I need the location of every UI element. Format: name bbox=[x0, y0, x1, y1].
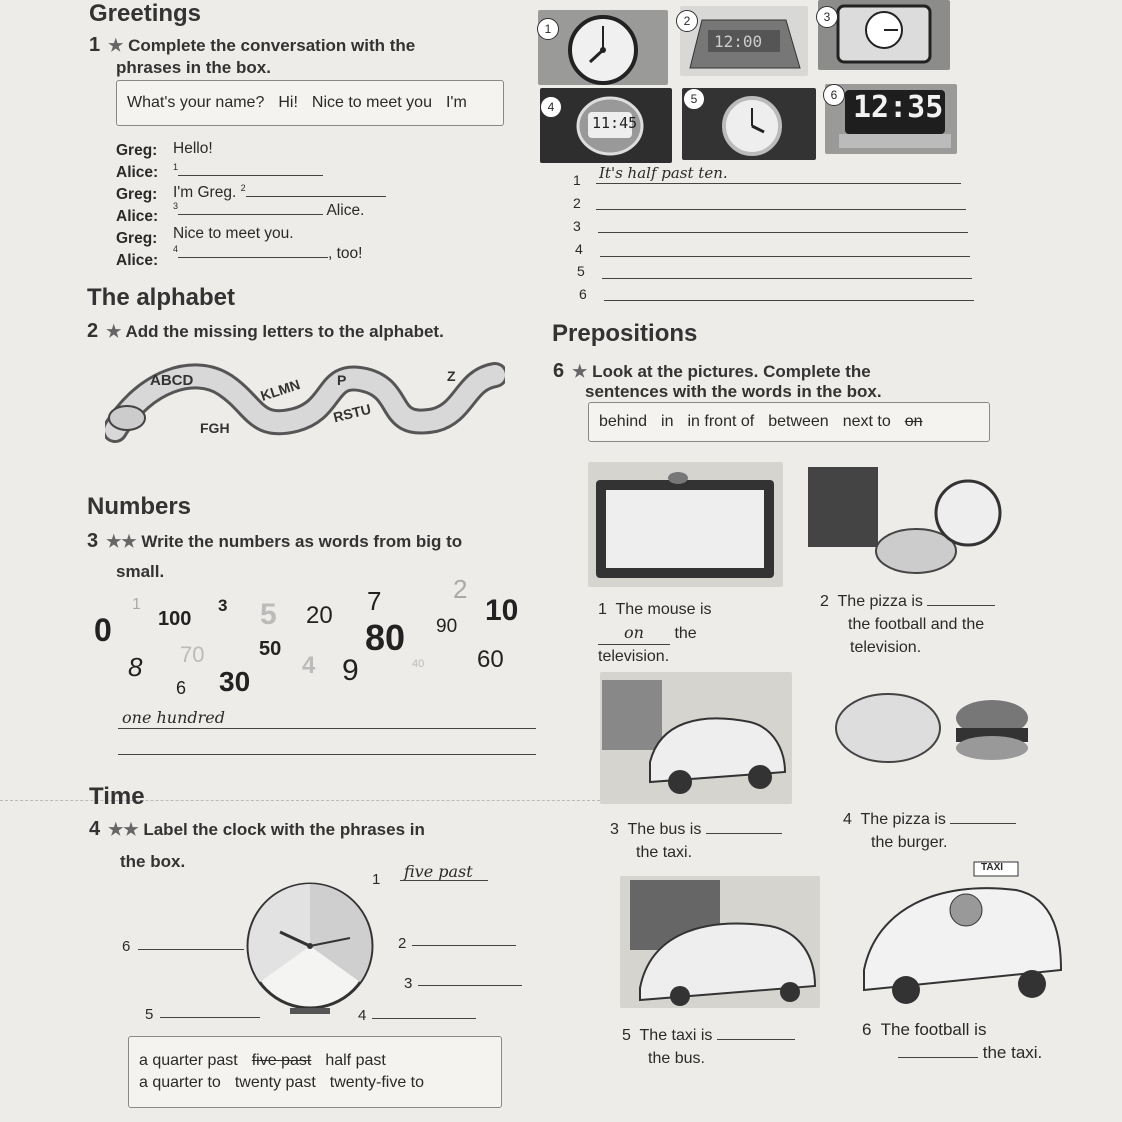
phrase: half past bbox=[325, 1052, 386, 1069]
number: 0 bbox=[94, 612, 112, 648]
blank-1[interactable]: 1 bbox=[173, 162, 323, 181]
clock-picture-4 bbox=[540, 88, 672, 163]
time-phrase-box bbox=[128, 1036, 502, 1108]
dialogue-line: Hello! bbox=[173, 140, 213, 157]
speaker: Alice: bbox=[116, 252, 159, 269]
answer-blank-6[interactable] bbox=[898, 1057, 978, 1058]
label-clock bbox=[240, 880, 380, 1020]
numbers-answer: one hundred bbox=[122, 708, 226, 727]
phrase: a quarter past bbox=[139, 1052, 238, 1069]
preposition-box bbox=[588, 402, 990, 442]
number: 90 bbox=[436, 616, 458, 637]
answer-number: 2 bbox=[573, 195, 581, 211]
number: 70 bbox=[180, 642, 205, 667]
numbers-answer-line-2[interactable] bbox=[118, 754, 536, 755]
preposition: next to bbox=[842, 413, 891, 430]
answer-1: It's half past ten. bbox=[599, 164, 728, 182]
blank-2[interactable] bbox=[246, 196, 386, 197]
exercise-3-instruction: 3 ★★ Write the numbers as words from big to bbox=[87, 530, 463, 552]
answer-number: 5 bbox=[577, 263, 585, 279]
clock-picture-3 bbox=[818, 0, 950, 70]
clock-face-icon bbox=[240, 880, 380, 1020]
answer-on: on bbox=[598, 621, 670, 645]
clock-picture-2 bbox=[680, 6, 808, 76]
analog-clock-icon bbox=[538, 10, 668, 85]
picture-number: 5 bbox=[683, 88, 705, 110]
preposition: in front of bbox=[687, 413, 755, 430]
label-number: 5 bbox=[145, 1006, 154, 1023]
phrase: a quarter to bbox=[139, 1074, 221, 1091]
speaker: Greg: bbox=[116, 186, 158, 203]
answer-line-1[interactable] bbox=[596, 183, 961, 184]
phrase-box bbox=[116, 80, 504, 126]
label-number: 6 bbox=[122, 938, 131, 955]
alphabet-snake bbox=[105, 360, 505, 450]
picture-number: 3 bbox=[816, 6, 838, 28]
picture-number: 1 bbox=[537, 18, 559, 40]
number: 30 bbox=[219, 666, 251, 697]
phrase-hi: Hi! bbox=[278, 94, 298, 111]
answer-line-6[interactable] bbox=[604, 300, 974, 301]
phrase-im: I'm bbox=[445, 94, 467, 111]
label-line-6[interactable] bbox=[138, 949, 244, 950]
numbers-answer-line-1[interactable] bbox=[118, 728, 536, 729]
number: 50 bbox=[259, 638, 282, 660]
star-icon: ★★ bbox=[108, 820, 139, 839]
letters-klmn: KLMN bbox=[258, 376, 302, 404]
picture-pizza-burger bbox=[830, 686, 1040, 770]
answer-number: 4 bbox=[575, 241, 583, 257]
label-line-3[interactable] bbox=[418, 985, 522, 986]
label-number: 3 bbox=[404, 975, 413, 992]
picture-taxi-bus bbox=[620, 876, 820, 1008]
exercise-6-instruction-line2: sentences with the words in the box. bbox=[585, 382, 882, 401]
answer-blank-2[interactable] bbox=[927, 605, 995, 606]
answer-line-4[interactable] bbox=[600, 256, 970, 257]
number: 4 bbox=[302, 652, 316, 679]
picture-number: 6 bbox=[823, 84, 845, 106]
answer-blank-4[interactable] bbox=[950, 823, 1016, 824]
answer-line-2[interactable] bbox=[596, 209, 966, 210]
sentence-6: 6 The football is the taxi. bbox=[862, 1020, 1043, 1062]
picture-number: 4 bbox=[540, 96, 562, 118]
exercise-1-instruction-line2: phrases in the box. bbox=[116, 58, 271, 77]
sentence-4: 4 The pizza is the burger. bbox=[843, 808, 1016, 854]
number: 60 bbox=[477, 646, 504, 673]
dialogue-line: Nice to meet you. bbox=[173, 225, 294, 242]
taxi-icon bbox=[856, 860, 1066, 1010]
label-1: five past bbox=[404, 862, 473, 881]
preposition: behind bbox=[599, 413, 648, 430]
sentence-1: 1 The mouse is on the television. bbox=[598, 601, 712, 665]
preposition-used: on bbox=[904, 413, 923, 430]
star-icon: ★ bbox=[572, 362, 588, 381]
label-line-5[interactable] bbox=[160, 1017, 260, 1018]
preposition: in bbox=[661, 413, 674, 430]
sentence-5: 5 The taxi is the bus. bbox=[622, 1024, 795, 1070]
dialogue-line: $^4$ , too! bbox=[173, 244, 363, 263]
picture-number: 2 bbox=[676, 10, 698, 32]
letter-z: Z bbox=[447, 368, 456, 384]
picture-mouse-on-tv bbox=[588, 462, 783, 587]
sentence-2: 2 The pizza is the football and the television. bbox=[820, 590, 995, 659]
taxi-sign: TAXI bbox=[981, 862, 1004, 873]
phrase-nice-to-meet-you: Nice to meet you bbox=[311, 94, 432, 111]
picture-pizza-between bbox=[806, 465, 1002, 580]
number: 6 bbox=[176, 678, 187, 698]
label-number: 2 bbox=[398, 935, 407, 952]
football-icon bbox=[950, 894, 982, 926]
letters-abcd: ABCD bbox=[150, 372, 194, 389]
dialogue-line: $^3$ Alice. bbox=[173, 201, 365, 220]
number: 7 bbox=[367, 586, 382, 616]
digital-display: 12:00 bbox=[714, 32, 763, 51]
bus-taxi-icon bbox=[600, 672, 792, 804]
letters-fgh: FGH bbox=[200, 420, 230, 436]
alphabet-heading: The alphabet bbox=[87, 284, 236, 311]
pizza-burger-icon bbox=[830, 686, 1040, 770]
label-line-4[interactable] bbox=[372, 1018, 476, 1019]
answer-line-3[interactable] bbox=[598, 232, 968, 233]
label-number: 4 bbox=[358, 1007, 367, 1024]
star-icon: ★ bbox=[106, 322, 122, 341]
digital-display: 12:35 bbox=[853, 90, 944, 125]
answer-number: 3 bbox=[573, 218, 581, 234]
mouse-icon bbox=[668, 472, 688, 484]
clock-picture-1 bbox=[538, 10, 668, 85]
dialogue-line: I'm Greg. $^2$ bbox=[173, 183, 386, 202]
number: 3 bbox=[218, 596, 228, 615]
speaker: Alice: bbox=[116, 164, 159, 181]
answer-line-5[interactable] bbox=[602, 278, 972, 279]
exercise-3-instruction-line2: small. bbox=[116, 562, 165, 581]
exercise-4-instruction-line2: the box. bbox=[120, 852, 186, 871]
blank-4[interactable] bbox=[178, 257, 328, 258]
answer-number: 6 bbox=[579, 286, 587, 302]
number: 100 bbox=[158, 608, 192, 630]
number: 2 bbox=[453, 574, 468, 604]
time-heading: Time bbox=[89, 783, 145, 810]
time-phrase-row-2 bbox=[139, 1074, 424, 1092]
time-phrase-row-1 bbox=[139, 1052, 386, 1070]
tv-pizza-football-icon bbox=[806, 465, 1002, 580]
label-line-1[interactable] bbox=[400, 880, 488, 881]
prepositions-heading: Prepositions bbox=[552, 320, 698, 347]
greetings-heading: Greetings bbox=[89, 0, 202, 27]
television-icon bbox=[588, 462, 783, 587]
blank-3[interactable] bbox=[178, 214, 323, 215]
answer-blank-5[interactable] bbox=[717, 1039, 795, 1040]
exercise-2-instruction: 2 ★ Add the missing letters to the alphabet. bbox=[87, 320, 444, 342]
speaker: Alice: bbox=[116, 208, 159, 225]
number: 5 bbox=[260, 598, 277, 631]
letters-rstu: RSTU bbox=[331, 400, 373, 426]
alarm-clock-icon bbox=[818, 0, 950, 70]
number: 40 bbox=[412, 658, 425, 670]
phrase: twenty-five to bbox=[329, 1074, 425, 1091]
speaker: Greg: bbox=[116, 230, 158, 247]
numbers-heading: Numbers bbox=[87, 493, 192, 520]
exercise-6-instruction: 6 ★ Look at the pictures. Complete the bbox=[553, 360, 871, 382]
preposition: between bbox=[768, 413, 829, 430]
star-icon: ★★ bbox=[106, 532, 137, 551]
number: 1 bbox=[132, 596, 141, 613]
phrase-whats-your-name: What's your name? bbox=[127, 94, 265, 111]
sentence-3: 3 The bus is the taxi. bbox=[610, 818, 782, 864]
number: 80 bbox=[365, 617, 406, 658]
label-number: 1 bbox=[372, 871, 381, 888]
label-line-2[interactable] bbox=[412, 945, 516, 946]
answer-number: 1 bbox=[573, 172, 581, 188]
exercise-4-instruction: 4 ★★ Label the clock with the phrases in bbox=[89, 818, 425, 840]
speaker: Greg: bbox=[116, 142, 158, 159]
phrase: twenty past bbox=[234, 1074, 316, 1091]
number: 10 bbox=[485, 594, 519, 627]
exercise-1-instruction: 1 ★ Complete the conversation with the bbox=[89, 34, 416, 56]
taxi-bus-icon bbox=[620, 876, 820, 1008]
picture-bus-taxi bbox=[600, 672, 792, 804]
number: 9 bbox=[342, 654, 359, 687]
number: 8 bbox=[128, 652, 143, 682]
answer-blank-3[interactable] bbox=[706, 833, 782, 834]
watch-display: 11:45 bbox=[592, 114, 638, 132]
star-icon: ★ bbox=[108, 36, 124, 55]
phrase-used: five past bbox=[251, 1052, 312, 1069]
letter-p: P bbox=[337, 372, 347, 388]
number: 20 bbox=[306, 602, 333, 629]
picture-football-taxi bbox=[856, 860, 1066, 1010]
